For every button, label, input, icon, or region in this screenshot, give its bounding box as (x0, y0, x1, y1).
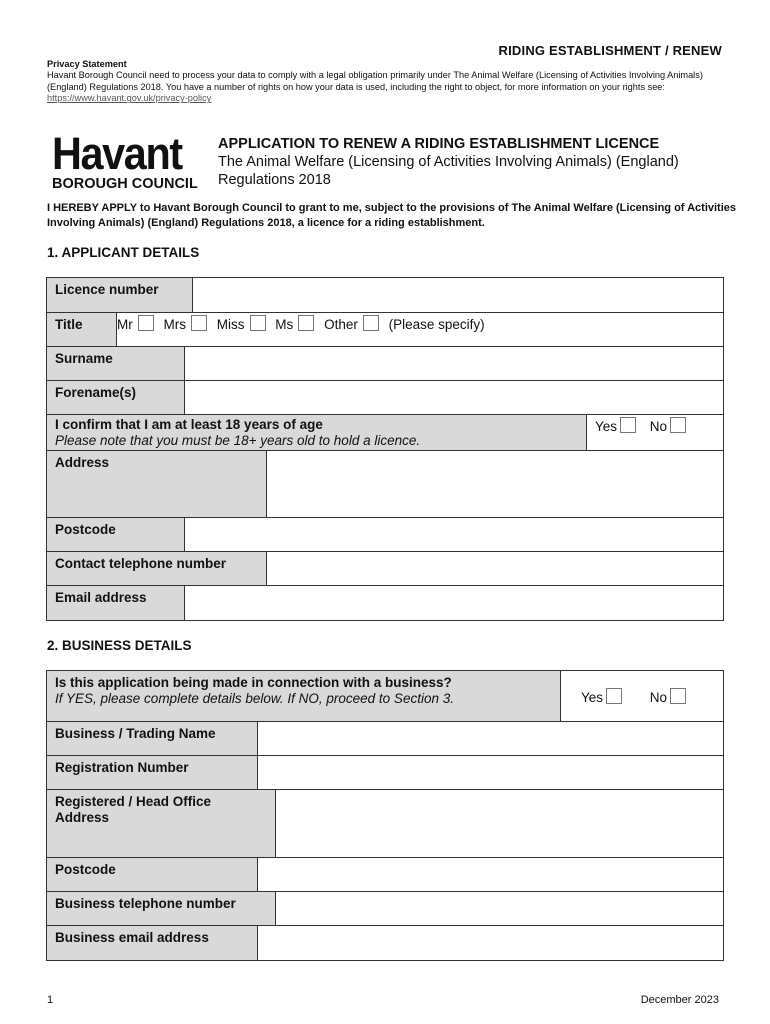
business-telephone-input[interactable] (276, 892, 724, 926)
age-yes-label: Yes (595, 419, 618, 434)
logo-wordmark: Havant (52, 128, 182, 179)
ms-checkbox[interactable] (298, 315, 314, 331)
applicant-details-table (46, 277, 724, 313)
section-1-heading: 1. APPLICANT DETAILS (47, 245, 200, 260)
email-input[interactable] (185, 586, 724, 621)
miss-checkbox[interactable] (250, 315, 266, 331)
address-input[interactable] (267, 451, 724, 518)
business-question-table (46, 670, 724, 722)
business-question-text: Is this application being made in connection with a business? (55, 675, 452, 690)
title-option-mr: Mr (117, 317, 133, 332)
email-label: Email address (47, 586, 185, 621)
business-email-label: Business email address (47, 926, 258, 961)
mr-checkbox[interactable] (138, 315, 154, 331)
surname-label: Surname (47, 347, 185, 381)
title-option-miss: Miss (216, 317, 245, 332)
business-question-label (47, 671, 561, 722)
business-postcode-input[interactable] (258, 858, 724, 892)
age-yes-no (587, 415, 724, 454)
trading-name-table (46, 721, 724, 790)
address-table (46, 450, 724, 518)
postcode-input[interactable] (185, 518, 724, 552)
forenames-label: Forename(s) (47, 381, 185, 415)
office-address-table (46, 789, 724, 858)
business-postcode-table (46, 857, 724, 892)
please-specify-text: (Please specify) (388, 317, 485, 332)
business-postcode-label: Postcode (47, 858, 258, 892)
privacy-statement (47, 59, 717, 105)
declaration-text: I HEREBY APPLY to Havant Borough Council to grant to me, subject to the provisions of The Animal Welfare (Licensing of Activities Involving Animals) (England) Regulations 2018, a licence for a riding establishment. (47, 202, 737, 229)
age-no-label: No (649, 419, 668, 434)
footer-date: December 2023 (640, 994, 719, 1006)
business-email-input[interactable] (258, 926, 724, 961)
page-number: 1 (47, 994, 54, 1006)
privacy-policy-link[interactable]: https://www.havant.gov.uk/privacy-policy (47, 93, 212, 104)
title-label: Title (47, 313, 117, 347)
privacy-title: Privacy Statement (47, 59, 127, 69)
business-email-table (46, 925, 724, 961)
licence-number-input[interactable] (193, 278, 724, 313)
registration-number-label: Registration Number (47, 756, 258, 790)
form-title: APPLICATION TO RENEW A RIDING ESTABLISHMENT LICENCE (218, 136, 660, 152)
age-yes-checkbox[interactable] (620, 417, 636, 433)
surname-forename-table (46, 346, 724, 415)
title-option-other: Other (324, 317, 358, 332)
office-address-label: Registered / Head Office Address (47, 790, 276, 858)
form-subtitle: The Animal Welfare (Licensing of Activities Involving Animals) (England) Regulations 2018 (218, 154, 679, 188)
telephone-label: Contact telephone number (47, 552, 267, 586)
business-yes-checkbox[interactable] (606, 688, 622, 704)
age-note: Please note that you must be 18+ years old to hold a licence. (55, 433, 421, 448)
age-confirm-label (47, 415, 587, 454)
privacy-text: Havant Borough Council need to process your data to comply with a legal obligation primarily under The Animal Welfare (Licensing of Activities Involving Animals) (England) Regulations 2018. You have a number of rights on how your data is used, including the right to object, for more information on your rights see: (47, 70, 703, 92)
title-option-mrs: Mrs (163, 317, 187, 332)
mrs-checkbox[interactable] (191, 315, 207, 331)
age-confirm-table (46, 414, 724, 454)
title-block (218, 136, 738, 189)
trading-name-input[interactable] (258, 722, 724, 756)
postcode-table (46, 517, 724, 552)
title-row (46, 312, 724, 347)
business-question-note: If YES, please complete details below. If NO, proceed to Section 3. (55, 691, 454, 706)
age-confirm-text: I confirm that I am at least 18 years of age (55, 417, 323, 432)
business-no-label: No (649, 689, 668, 705)
age-no-checkbox[interactable] (670, 417, 686, 433)
email-table (46, 585, 724, 621)
business-yes-no (561, 671, 724, 722)
business-telephone-label: Business telephone number (47, 892, 276, 926)
havant-logo (52, 128, 198, 192)
trading-name-label: Business / Trading Name (47, 722, 258, 756)
registration-number-input[interactable] (258, 756, 724, 790)
office-address-input[interactable] (276, 790, 724, 858)
business-telephone-table (46, 891, 724, 926)
logo-subtitle: BOROUGH COUNCIL (52, 176, 198, 192)
telephone-table (46, 551, 724, 586)
title-options (117, 313, 724, 347)
document-code: RIDING ESTABLISHMENT / RENEW (498, 43, 722, 58)
telephone-input[interactable] (267, 552, 724, 586)
title-option-ms: Ms (275, 317, 294, 332)
business-no-checkbox[interactable] (670, 688, 686, 704)
business-yes-label: Yes (581, 689, 604, 705)
licence-number-label: Licence number (47, 278, 193, 313)
other-checkbox[interactable] (363, 315, 379, 331)
address-label: Address (47, 451, 267, 518)
section-2-heading: 2. BUSINESS DETAILS (47, 638, 192, 653)
surname-input[interactable] (185, 347, 724, 381)
forenames-input[interactable] (185, 381, 724, 415)
postcode-label: Postcode (47, 518, 185, 552)
